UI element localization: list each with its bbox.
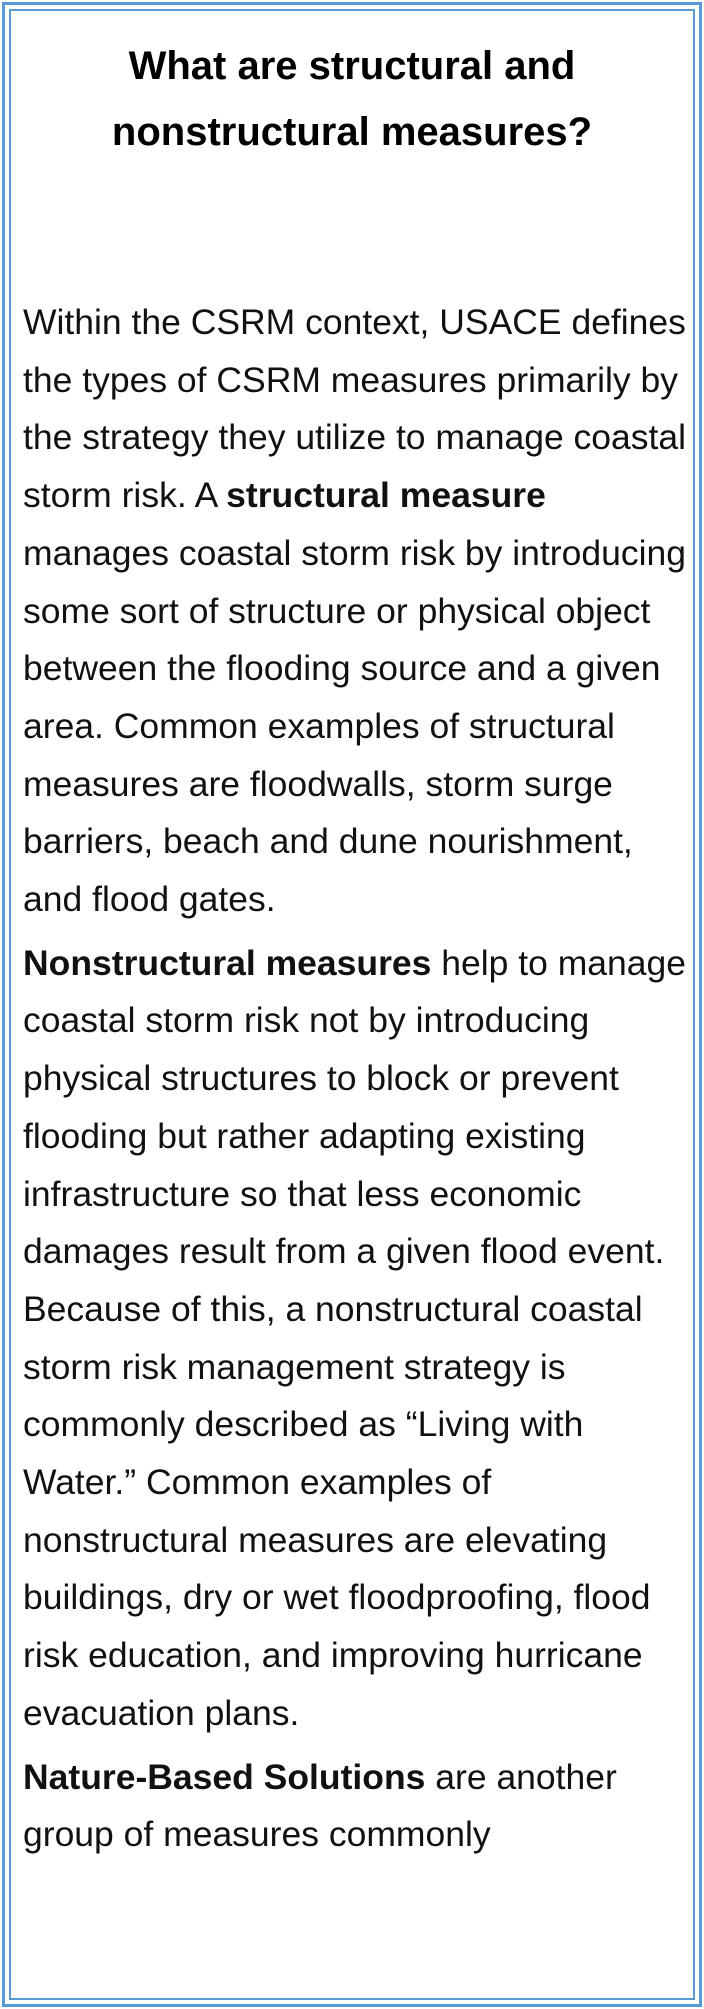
document-frame bbox=[2, 2, 702, 2007]
document-body bbox=[23, 294, 693, 1870]
paragraph-nonstructural-text: help to manage coastal storm risk not by introducing physical structures to block or prevent flooding but rather adapting existing infrastructure so that less economic damages result from a given flood event. Because of this, a nonstructural coastal storm risk management strategy is commonly described as “Living with Water.” Common examples of nonstructural measures are elevating buildings, dry or wet floodproofing, flood risk education, and improving hurricane evacuation plans. bbox=[23, 942, 686, 1733]
term-nature-based-solutions: Nature-Based Solutions bbox=[23, 1756, 426, 1797]
term-nonstructural-measures: Nonstructural measures bbox=[23, 942, 432, 983]
paragraph-structural-text: manages coastal storm risk by introducing some sort of structure or physical object between the flooding source and a given area. Common examples of structural measures are floodwalls, storm surge barriers, beach and dune nourishment, and flood gates. bbox=[23, 532, 686, 920]
paragraph-nonstructural bbox=[23, 935, 693, 1743]
paragraph-nature-based bbox=[23, 1749, 693, 1864]
paragraph-structural-intro: Within the CSRM context, USACE defines the types of CSRM measures primarily by the strategy they utilize to manage coastal storm risk. A bbox=[23, 302, 687, 516]
page-title: What are structural and nonstructural measures? bbox=[111, 44, 593, 154]
paragraph-structural bbox=[23, 294, 693, 929]
term-structural-measure: structural measure bbox=[226, 475, 546, 516]
paragraph-nature-based-text: are another group of measures commonly bbox=[23, 1756, 617, 1855]
document-inner-border bbox=[9, 9, 695, 2000]
